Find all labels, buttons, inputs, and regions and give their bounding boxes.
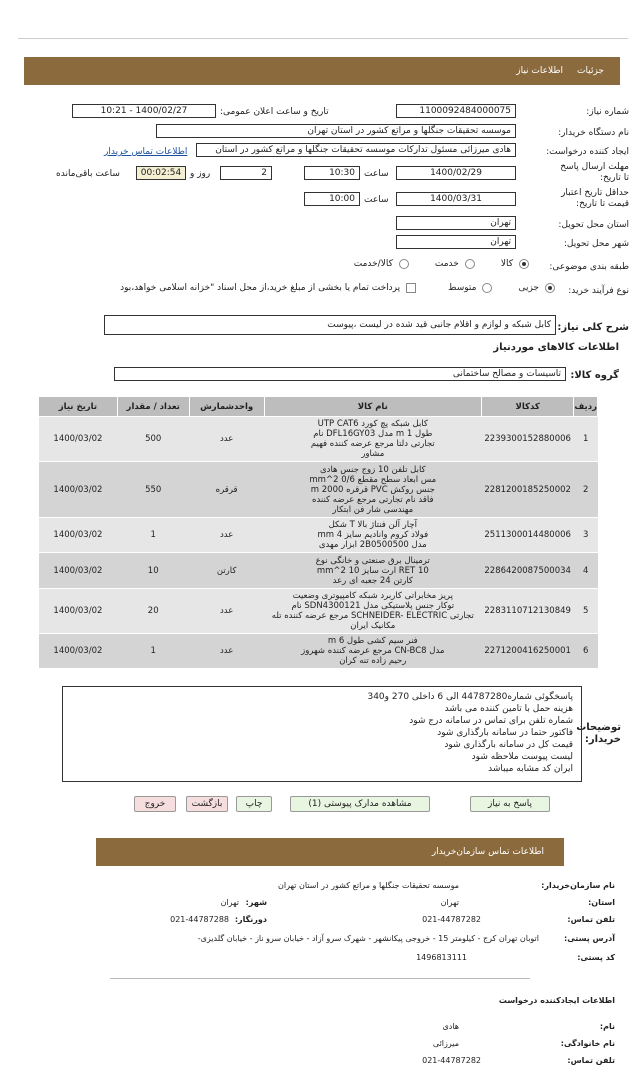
cell-date: 1400/03/02 [39, 518, 118, 553]
cell-name-line: آچار آلن فنتاژ بالا T شکل [328, 520, 417, 530]
contact-address-label: آدرس پستی: [564, 934, 615, 943]
cell-date: 1400/03/02 [39, 417, 118, 462]
buyer-contact-link[interactable]: اطلاعات تماس خریدار [104, 147, 188, 157]
cell-code: 2511300014480006 [481, 518, 574, 553]
contact-divider [110, 978, 530, 979]
print-button[interactable]: چاپ [236, 796, 272, 812]
cell-name-line: ترمینال برق صنعتی و خانگی نوع [315, 555, 430, 566]
notes-line: لیست پیوست ملاحظه شود [471, 752, 573, 762]
cell-name-line: مشاور [361, 449, 385, 459]
cell-name-line: مدل 2B0500500 ابزار مهدی [318, 540, 427, 550]
cell-unit: کارتن [189, 553, 264, 589]
table-row [39, 634, 598, 669]
cell-unit: عدد [189, 634, 264, 669]
cell-qty: 20 [117, 589, 189, 634]
col-header-qty: تعداد / مقدار [117, 397, 189, 417]
deadline-time-field: 10:30 [304, 166, 360, 180]
process-medium-radio[interactable] [482, 283, 492, 293]
table-header-row [39, 397, 598, 417]
contact-city-label: شهر: [245, 898, 267, 907]
deadline-time-label: ساعت [364, 169, 389, 179]
cell-row: 6 [574, 634, 598, 669]
creator-field: هادی میرزائی مسئول تدارکات موسسه تحقیقات جنگلها و مراتع کشور در استان [196, 143, 516, 157]
category-goods-radio[interactable] [519, 259, 529, 269]
contact-fax: 021-44787288 [170, 915, 229, 924]
cell-name [264, 518, 481, 553]
notes-line: پاسخگوئی شماره44787280 الی 6 داخلی 270 و340 [367, 692, 573, 702]
cell-row: 5 [574, 589, 598, 634]
cell-date: 1400/03/02 [39, 589, 118, 634]
cell-name-line: مدل CN-BC8 مرجع عرضه کننده شهروز [301, 646, 445, 656]
creator-last-name: میرزائی [432, 1039, 459, 1048]
creator-first-name-label: نام: [599, 1022, 615, 1031]
contact-province: تهران [440, 898, 459, 907]
cell-name-line: مکانیک ایران [350, 621, 396, 631]
cell-name-line: پریز مخابراتی کاربرد شبکه کامپیوتری وضعیت [292, 591, 453, 601]
payment-note: پرداخت تمام یا بخشی از مبلغ خرید،از محل اسناد "خزانه اسلامی خواهد،بود [120, 283, 401, 293]
contact-buyer-name: موسسه تحقیقات جنگلها و مراتع کشور در استان تهران [277, 881, 459, 890]
cell-code: 2239300152880006 [481, 417, 574, 462]
category-goods-service-label: کالا/خدمت [353, 259, 393, 269]
col-header-unit: واحدشمارش [189, 397, 264, 417]
respond-button[interactable]: پاسخ به نیاز [470, 796, 550, 812]
remaining-time-field: 00:02:54 [136, 166, 186, 180]
cell-row: 1 [574, 417, 598, 462]
cell-code: 2283110712130849 [481, 589, 574, 634]
cell-name-line: کارتن 24 جعبه ای رعد [332, 575, 413, 586]
cell-code: 2286420087500034 [481, 553, 574, 589]
cell-name-line: کابل تلفن 10 زوج جنس هادی [320, 464, 426, 475]
items-table [38, 396, 598, 669]
need-number-field: 1100092484000075 [396, 104, 516, 118]
process-partial-radio[interactable] [545, 283, 555, 293]
cell-name-line: تجارتی دلتا مرجع عرضه کننده فهیم [310, 439, 435, 449]
cell-qty: 10 [117, 553, 189, 589]
cell-date: 1400/03/02 [39, 634, 118, 669]
notes-line: شماره تلفن برای تماس در سامانه درج شود [409, 716, 573, 726]
cell-unit: عدد [189, 417, 264, 462]
cell-qty: 1 [117, 634, 189, 669]
validity-date-field: 1400/03/31 [396, 192, 516, 206]
group-label: گروه کالا: [570, 370, 619, 381]
cell-name-line: فاقد نام تجارتی مرجع عرضه کننده [312, 494, 434, 505]
items-body [39, 417, 598, 669]
cell-date: 1400/03/02 [39, 462, 118, 518]
cell-qty: 1 [117, 518, 189, 553]
col-header-row: ردیف [574, 397, 598, 417]
cell-date: 1400/03/02 [39, 553, 118, 589]
cell-row: 2 [574, 462, 598, 518]
validity-time-label: ساعت [364, 195, 389, 205]
contact-city: تهران [220, 898, 239, 907]
process-label: نوع فرآیند خرید: [568, 286, 629, 296]
notes-line: هزینه حمل با تامین کننده می باشد [444, 704, 573, 714]
cell-name-line: فنر سیم کشی طول 6 m [327, 636, 418, 646]
summary-label: شرح کلی نیاز: [557, 322, 629, 333]
notes-line: فاکتور حتما در سامانه بارگذاری شود [437, 728, 573, 738]
cell-row: 4 [574, 553, 598, 589]
creator-last-name-label: نام خانوادگی: [560, 1039, 615, 1048]
cell-unit: قرقره [189, 462, 264, 518]
top-divider [18, 38, 628, 39]
creator-phone: 021-44787282 [422, 1056, 481, 1065]
remaining-label: ساعت باقی‌مانده [56, 169, 120, 179]
cell-name-line: رحیم زاده تنه کران [339, 656, 407, 666]
cell-name [264, 634, 481, 669]
creator-phone-label: تلفن تماس: [567, 1056, 615, 1065]
category-options [354, 259, 529, 269]
header-bar [24, 57, 620, 85]
contact-postal-label: کد پستی: [577, 953, 615, 962]
notes-line: ایران کد مشابه میباشد [488, 764, 573, 774]
attachments-button[interactable]: مشاهده مدارک پیوستی (1) [290, 796, 430, 812]
cell-name-line: طول 1 m مدل DFL16GY03 نام [313, 429, 433, 439]
category-service-radio[interactable] [465, 259, 475, 269]
contact-postal: 1496813111 [416, 953, 467, 962]
cell-qty: 500 [117, 417, 189, 462]
group-field: تاسیسات و مصالح ساختمانی [114, 367, 566, 381]
tab-need-info[interactable]: اطلاعات نیاز [516, 66, 564, 76]
notes-lines [71, 691, 573, 775]
creator-label: ایجاد کننده درخواست: [546, 147, 629, 157]
cell-name-line: جنس روکش PVC قرقره 2000 m [310, 484, 435, 495]
items-section-title: اطلاعات کالاهای موردنیاز [493, 342, 619, 353]
process-options [120, 283, 555, 293]
validity-time-field: 10:00 [304, 192, 360, 206]
notes-line: قیمت کل در سامانه بارگذاری شود [444, 740, 573, 750]
creator-first-name: هادی [442, 1022, 459, 1031]
col-header-name: نام کالا [264, 397, 481, 417]
process-partial-label: جزیی [518, 283, 539, 293]
cell-name-line: فولاد کروم وانادیم سایز 4 mm [317, 530, 429, 540]
payment-checkbox[interactable] [406, 283, 416, 293]
notes-box [62, 686, 582, 782]
cell-name-line: مهندسی شار فن ابتکار [332, 504, 414, 515]
need-number-label: شماره نیاز: [586, 107, 629, 117]
cell-name [264, 589, 481, 634]
cell-name-line: توکار جنس پلاستیکی مدل SDN4300121 نام [291, 601, 455, 611]
col-header-date: تاریخ نیاز [39, 397, 118, 417]
days-label: روز و [190, 169, 211, 179]
deadline-label: مهلت ارسال پاسخ تا تاریخ: [560, 162, 629, 183]
category-service-label: خدمت [434, 259, 459, 269]
summary-field: کابل شبکه و لوازم و اقلام جانبی قید شده در لیست ،پیوست [104, 315, 556, 335]
cell-row: 3 [574, 518, 598, 553]
table-row [39, 589, 598, 634]
contact-address: اتوبان تهران کرج - کیلومتر 15 - خروجی پیکانشهر - شهرک سرو آزاد - خیابان سرو ناز - خیابان گلدیزی- [197, 934, 539, 943]
category-goods-label: کالا [500, 259, 513, 269]
exit-button[interactable]: خروج [134, 796, 176, 812]
province-field: تهران [396, 216, 516, 230]
contact-title: اطلاعات تماس سازمان‌خریدار [96, 838, 564, 866]
category-label: طبقه بندی موضوعی: [549, 262, 629, 272]
table-row [39, 518, 598, 553]
contact-phone: 021-44787282 [422, 915, 481, 924]
cell-code: 2271200416250001 [481, 634, 574, 669]
contact-province-label: استان: [588, 898, 615, 907]
notes-label: توضیحات خریدار: [576, 722, 621, 745]
contact-fax-label: دورنگار: [234, 915, 267, 924]
buyer-field: موسسه تحقیقات جنگلها و مراتع کشور در استان تهران [156, 124, 516, 138]
table-row [39, 417, 598, 462]
buyer-label: نام دستگاه خریدار: [558, 128, 629, 138]
category-goods-service-radio[interactable] [399, 259, 409, 269]
cell-name-line: RET 10 ارت سایز 10 mm^2 [316, 565, 429, 576]
process-medium-label: متوسط [448, 283, 477, 293]
announce-field: 1400/02/27 - 10:21 [72, 104, 216, 118]
cell-unit: عدد [189, 589, 264, 634]
cell-qty: 550 [117, 462, 189, 518]
table-row [39, 553, 598, 589]
tab-details[interactable]: جزئیات [577, 66, 604, 76]
cell-name-line: کابل شبکه پچ کورد UTP CAT6 [317, 419, 428, 429]
city-label: شهر محل تحویل: [563, 239, 629, 249]
province-label: استان محل تحویل: [558, 220, 629, 230]
validity-label: حداقل تاریخ اعتبار قیمت تا تاریخ: [561, 188, 629, 209]
city-field: تهران [396, 235, 516, 249]
cell-name [264, 462, 481, 518]
back-button[interactable]: بازگشت [186, 796, 228, 812]
cell-code: 2281200185250002 [481, 462, 574, 518]
col-header-code: کدکالا [481, 397, 574, 417]
announce-label: تاریخ و ساعت اعلان عمومی: [220, 107, 329, 117]
creator-info-title: اطلاعات ایجادکننده درخواست [498, 996, 615, 1005]
cell-name [264, 417, 481, 462]
deadline-date-field: 1400/02/29 [396, 166, 516, 180]
cell-name [264, 553, 481, 589]
contact-buyer-name-label: نام سازمان‌خریدار: [541, 881, 615, 890]
cell-name-line: مس ابعاد سطح مقطع 0/6 mm^2 [309, 474, 437, 485]
cell-unit: عدد [189, 518, 264, 553]
cell-name-line: تجارتی SCHNEIDER- ELECTRIC مرجع عرضه کننده تله [271, 611, 474, 621]
contact-phone-label: تلفن تماس: [567, 915, 615, 924]
table-row [39, 462, 598, 518]
days-field: 2 [220, 166, 272, 180]
